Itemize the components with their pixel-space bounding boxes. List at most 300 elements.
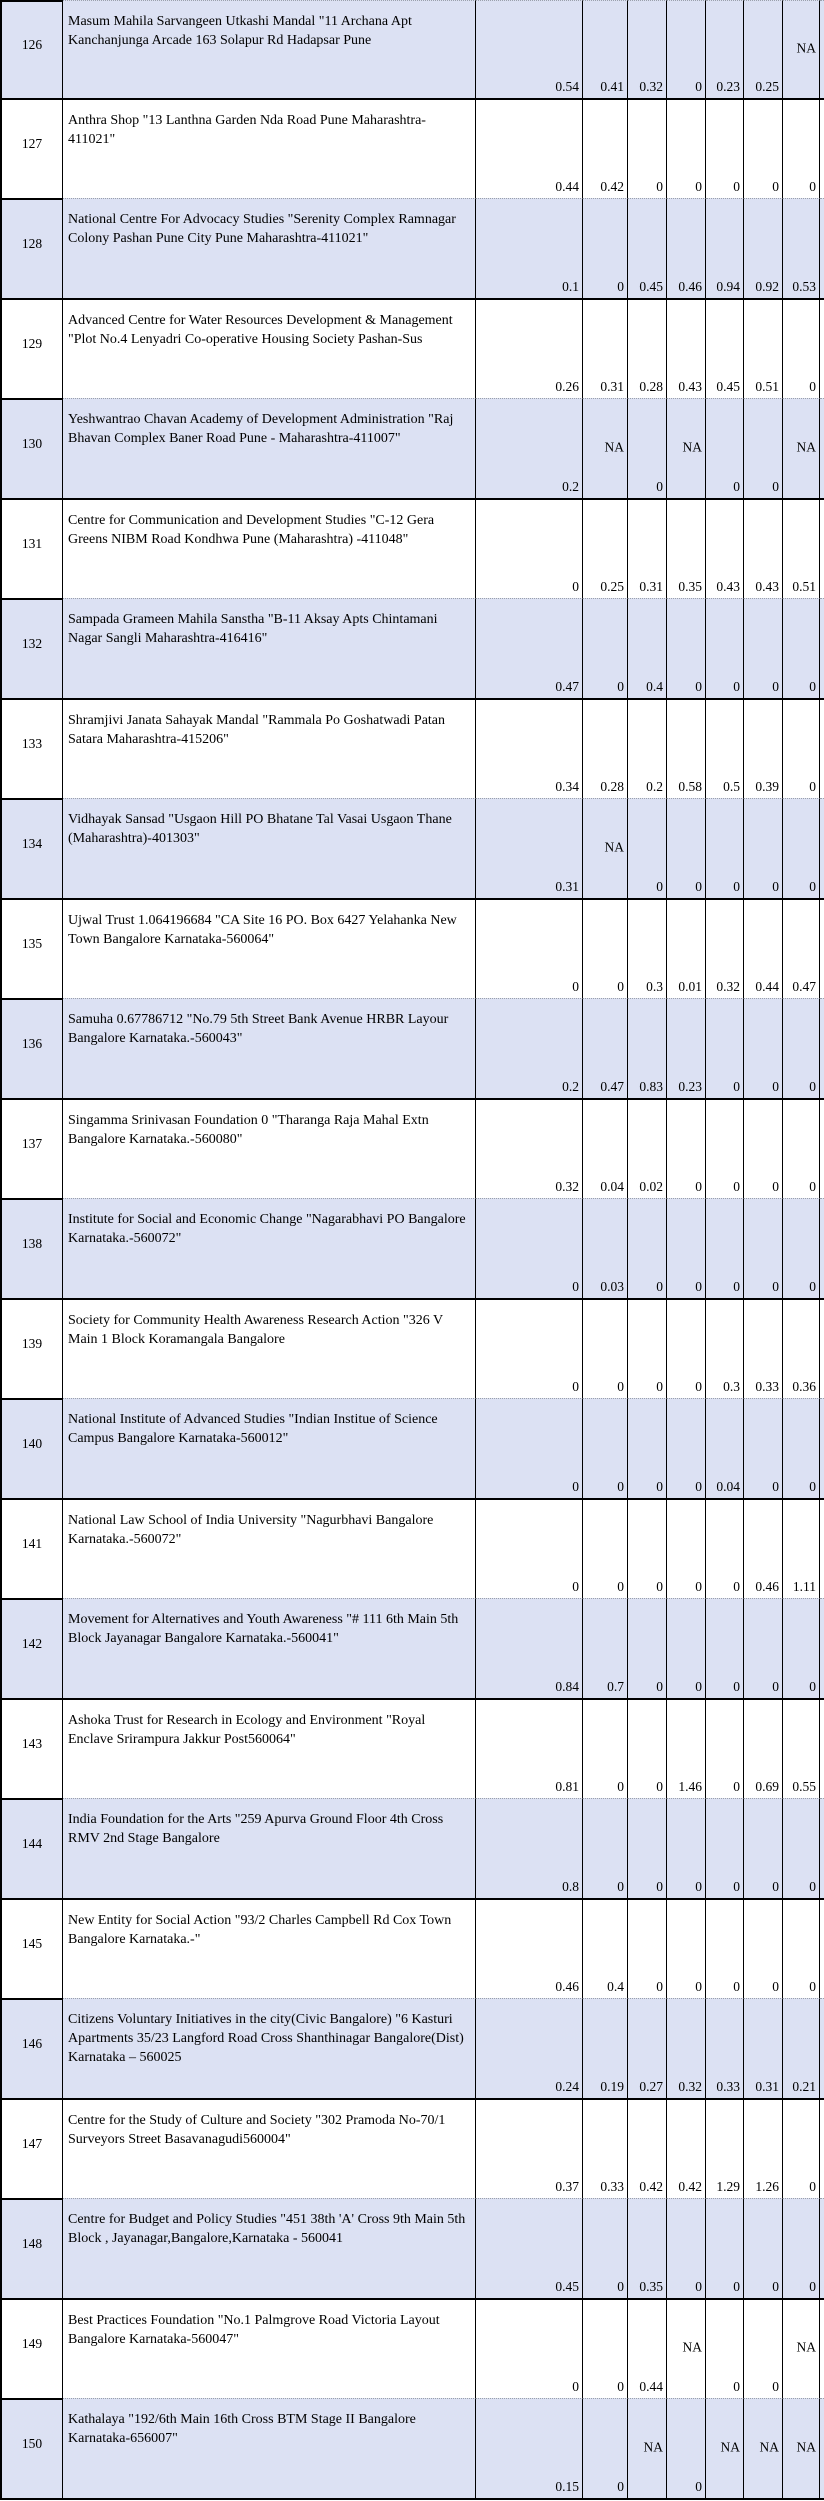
value-cell[interactable] — [667, 798, 706, 898]
value-cell[interactable] — [706, 2098, 744, 2198]
cell-value-na: NA — [759, 2439, 779, 2455]
cell-value: 0.42 — [639, 2179, 663, 2194]
value-cell[interactable] — [744, 198, 783, 298]
value-cell[interactable] — [783, 298, 820, 398]
cell-value: 0.35 — [678, 579, 702, 594]
org-name-cell[interactable] — [63, 2398, 476, 2498]
org-name-text: Kathalaya "192/6th Main 16th Cross BTM Stage II Bangalore Karnataka-656007" — [68, 2412, 416, 2446]
value-cell[interactable] — [476, 498, 583, 598]
org-name-cell[interactable] — [63, 2198, 476, 2298]
value-cell[interactable] — [706, 1098, 744, 1198]
value-cell[interactable] — [667, 1498, 706, 1598]
value-cell[interactable] — [706, 698, 744, 798]
value-cell[interactable] — [476, 1098, 583, 1198]
value-cell[interactable] — [783, 1598, 820, 1698]
cell-value-na: NA — [796, 439, 816, 455]
cell-value: 0 — [695, 679, 702, 694]
row-number-cell[interactable] — [2, 2198, 63, 2298]
value-cell[interactable] — [583, 798, 628, 898]
value-cell[interactable] — [476, 2298, 583, 2398]
cell-value: 0 — [695, 2479, 702, 2494]
value-cell[interactable] — [667, 1798, 706, 1898]
value-cell[interactable] — [628, 2398, 667, 2498]
value-cell[interactable] — [667, 2198, 706, 2298]
cell-value: 0 — [695, 879, 702, 894]
value-cell[interactable] — [783, 198, 820, 298]
row-number-cell[interactable] — [2, 1798, 63, 1898]
value-cell[interactable] — [667, 1698, 706, 1798]
cell-value: 0.02 — [639, 1179, 663, 1194]
org-name-cell[interactable] — [63, 898, 476, 998]
value-cell[interactable] — [628, 598, 667, 698]
org-name-cell[interactable] — [63, 2098, 476, 2198]
cell-value: 0.28 — [639, 379, 663, 394]
value-cell[interactable] — [476, 698, 583, 798]
value-cell[interactable] — [706, 398, 744, 498]
org-name-cell[interactable] — [63, 198, 476, 298]
value-cell[interactable] — [744, 898, 783, 998]
value-cell[interactable] — [476, 0, 583, 98]
value-cell[interactable] — [628, 2298, 667, 2398]
row-right-sliver — [820, 2198, 824, 2298]
value-cell[interactable] — [476, 998, 583, 1098]
value-cell[interactable] — [583, 998, 628, 1098]
value-cell[interactable] — [706, 2298, 744, 2398]
cell-value: 0 — [733, 1879, 740, 1894]
value-cell[interactable] — [667, 1398, 706, 1498]
value-cell[interactable] — [628, 1698, 667, 1798]
cell-value: 0 — [772, 1679, 779, 1694]
row-number-cell[interactable] — [2, 598, 63, 698]
value-cell[interactable] — [744, 98, 783, 198]
row-number-cell[interactable] — [2, 498, 63, 598]
row-right-sliver — [820, 298, 824, 398]
row-number-label: 139 — [21, 1336, 43, 1351]
value-cell[interactable] — [628, 498, 667, 598]
value-cell[interactable] — [744, 1198, 783, 1298]
value-cell[interactable] — [706, 298, 744, 398]
cell-value-na: NA — [682, 439, 702, 455]
row-number-cell[interactable] — [2, 898, 63, 998]
org-name-cell[interactable] — [63, 698, 476, 798]
value-cell[interactable] — [476, 1998, 583, 2098]
value-cell[interactable] — [476, 398, 583, 498]
org-name-cell[interactable] — [63, 1898, 476, 1998]
value-cell[interactable] — [783, 498, 820, 598]
row-number-label: 147 — [21, 2136, 43, 2151]
value-cell[interactable] — [783, 898, 820, 998]
value-cell[interactable] — [744, 2198, 783, 2298]
cell-value: 0.53 — [792, 279, 816, 294]
org-name-cell[interactable] — [63, 398, 476, 498]
row-number-label: 135 — [21, 936, 43, 951]
value-cell[interactable] — [744, 598, 783, 698]
row-number-cell[interactable] — [2, 1998, 63, 2098]
cell-value: 0 — [733, 179, 740, 194]
value-cell[interactable] — [744, 798, 783, 898]
row-number-cell[interactable] — [2, 0, 63, 98]
value-cell[interactable] — [628, 98, 667, 198]
row-number-cell[interactable] — [2, 198, 63, 298]
value-cell[interactable] — [476, 1898, 583, 1998]
value-cell[interactable] — [583, 1098, 628, 1198]
value-cell[interactable] — [583, 1798, 628, 1898]
value-cell[interactable] — [706, 98, 744, 198]
value-cell[interactable] — [706, 0, 744, 98]
value-cell[interactable] — [706, 1198, 744, 1298]
cell-value: 0.23 — [678, 1079, 702, 1094]
value-cell[interactable] — [667, 1598, 706, 1698]
row-number-cell[interactable] — [2, 298, 63, 398]
value-cell[interactable] — [744, 1898, 783, 1998]
value-cell[interactable] — [476, 1398, 583, 1498]
cell-value: 0 — [733, 1279, 740, 1294]
value-cell[interactable] — [628, 0, 667, 98]
value-cell[interactable] — [476, 2398, 583, 2498]
value-cell[interactable] — [706, 1698, 744, 1798]
org-name-text: Masum Mahila Sarvangeen Utkashi Mandal "11 Archana Apt Kanchanjunga Arcade 163 Solapur Rd Hadapsar Pune — [68, 14, 412, 48]
value-cell[interactable] — [667, 98, 706, 198]
row-number-cell[interactable] — [2, 1898, 63, 1998]
org-name-text: Centre for Communication and Development Studies "C-12 Gera Greens NIBM Road Kondhwa Pune (Maharashtra) -411048" — [68, 513, 435, 547]
value-cell[interactable] — [706, 898, 744, 998]
value-cell[interactable] — [706, 998, 744, 1098]
cell-value: 0 — [656, 1779, 663, 1794]
value-cell[interactable] — [744, 0, 783, 98]
value-cell[interactable] — [583, 98, 628, 198]
value-cell[interactable] — [783, 2098, 820, 2198]
value-cell[interactable] — [706, 1798, 744, 1898]
value-cell[interactable] — [583, 1898, 628, 1998]
value-cell[interactable] — [744, 998, 783, 1098]
cell-value-na: NA — [796, 40, 816, 56]
value-cell[interactable] — [583, 1198, 628, 1298]
cell-value: 0 — [733, 1179, 740, 1194]
value-cell[interactable] — [476, 598, 583, 698]
value-cell[interactable] — [667, 498, 706, 598]
cell-value: 0.19 — [600, 2079, 624, 2094]
value-cell[interactable] — [744, 1398, 783, 1498]
row-number-cell[interactable] — [2, 1098, 63, 1198]
cell-value: 0.58 — [678, 779, 702, 794]
value-cell[interactable] — [583, 298, 628, 398]
row-number-cell[interactable] — [2, 2298, 63, 2398]
cell-value: 0.43 — [716, 579, 740, 594]
table-row — [2, 798, 824, 898]
value-cell[interactable] — [476, 98, 583, 198]
row-number-label: 129 — [21, 336, 43, 351]
value-cell[interactable] — [583, 898, 628, 998]
value-cell[interactable] — [628, 1398, 667, 1498]
cell-value: 0 — [617, 1479, 624, 1494]
value-cell[interactable] — [583, 1998, 628, 2098]
value-cell[interactable] — [667, 0, 706, 98]
table-row — [2, 498, 824, 598]
cell-value: 1.11 — [792, 1579, 816, 1594]
cell-value: 0 — [617, 1779, 624, 1794]
org-name-cell[interactable] — [63, 1998, 476, 2098]
org-name-text: Ujwal Trust 1.064196684 "CA Site 16 PO. Box 6427 Yelahanka New Town Bangalore Karnataka-560064" — [68, 913, 457, 947]
value-cell[interactable] — [628, 2198, 667, 2298]
value-cell[interactable] — [783, 98, 820, 198]
value-cell[interactable] — [628, 298, 667, 398]
cell-value: 0.44 — [555, 179, 579, 194]
value-cell[interactable] — [476, 2198, 583, 2298]
row-right-sliver — [820, 1198, 824, 1298]
cell-value: 0.27 — [639, 2079, 663, 2094]
org-name-cell[interactable] — [63, 1498, 476, 1598]
row-number-cell[interactable] — [2, 1298, 63, 1398]
row-number-cell[interactable] — [2, 2098, 63, 2198]
value-cell[interactable] — [628, 1198, 667, 1298]
value-cell[interactable] — [628, 398, 667, 498]
row-right-sliver — [820, 998, 824, 1098]
cell-value: 0.04 — [716, 1479, 740, 1494]
cell-value: 0.24 — [555, 2079, 579, 2094]
value-cell[interactable] — [744, 398, 783, 498]
value-cell[interactable] — [783, 1698, 820, 1798]
value-cell[interactable] — [706, 2398, 744, 2498]
value-cell[interactable] — [583, 2298, 628, 2398]
cell-value: 0 — [617, 1879, 624, 1894]
row-number-cell[interactable] — [2, 1698, 63, 1798]
org-name-cell[interactable] — [63, 1698, 476, 1798]
value-cell[interactable] — [628, 1298, 667, 1398]
value-cell[interactable] — [706, 1298, 744, 1398]
value-cell[interactable] — [744, 1498, 783, 1598]
org-name-cell[interactable] — [63, 1798, 476, 1898]
org-name-cell[interactable] — [63, 2298, 476, 2398]
row-number-cell[interactable] — [2, 998, 63, 1098]
row-right-sliver — [820, 1298, 824, 1398]
value-cell[interactable] — [744, 2298, 783, 2398]
value-cell[interactable] — [744, 2098, 783, 2198]
value-cell[interactable] — [783, 998, 820, 1098]
org-name-text: Samuha 0.67786712 "No.79 5th Street Bank Avenue HRBR Layour Bangalore Karnataka.-560043" — [68, 1012, 449, 1046]
org-name-text: India Foundation for the Arts "259 Apurva Ground Floor 4th Cross RMV 2nd Stage Bangalore — [68, 1812, 444, 1846]
value-cell[interactable] — [628, 2098, 667, 2198]
table-row — [2, 1998, 824, 2098]
org-name-cell[interactable] — [63, 0, 476, 98]
row-right-sliver — [820, 2398, 824, 2498]
value-cell[interactable] — [744, 1098, 783, 1198]
value-cell[interactable] — [667, 1098, 706, 1198]
value-cell[interactable] — [583, 598, 628, 698]
value-cell[interactable] — [667, 2098, 706, 2198]
org-name-text: National Institute of Advanced Studies "Indian Institue of Science Campus Bangalore Karnataka-560012" — [68, 1412, 438, 1446]
cell-value: 0 — [772, 1979, 779, 1994]
row-number-cell[interactable] — [2, 98, 63, 198]
value-cell[interactable] — [706, 798, 744, 898]
value-cell[interactable] — [476, 798, 583, 898]
cell-value: 0 — [656, 1479, 663, 1494]
org-name-cell[interactable] — [63, 598, 476, 698]
org-name-cell[interactable] — [63, 498, 476, 598]
value-cell[interactable] — [583, 498, 628, 598]
value-cell[interactable] — [583, 0, 628, 98]
value-cell[interactable] — [744, 298, 783, 398]
value-cell[interactable] — [476, 1298, 583, 1398]
value-cell[interactable] — [583, 1598, 628, 1698]
cell-value: 0 — [617, 1579, 624, 1594]
table-row — [2, 1698, 824, 1798]
row-right-sliver — [820, 1098, 824, 1198]
value-cell[interactable] — [783, 398, 820, 498]
value-cell[interactable] — [783, 698, 820, 798]
value-cell[interactable] — [706, 1498, 744, 1598]
org-name-cell[interactable] — [63, 1598, 476, 1698]
row-number-cell[interactable] — [2, 698, 63, 798]
table-row — [2, 898, 824, 998]
row-number-cell[interactable] — [2, 1198, 63, 1298]
value-cell[interactable] — [628, 1098, 667, 1198]
value-cell[interactable] — [667, 198, 706, 298]
value-cell[interactable] — [476, 1798, 583, 1898]
value-cell[interactable] — [476, 1698, 583, 1798]
value-cell[interactable] — [783, 1098, 820, 1198]
value-cell[interactable] — [783, 0, 820, 98]
value-cell[interactable] — [667, 1998, 706, 2098]
value-cell[interactable] — [476, 1198, 583, 1298]
org-name-cell[interactable] — [63, 1198, 476, 1298]
value-cell[interactable] — [667, 298, 706, 398]
value-cell[interactable] — [583, 698, 628, 798]
value-cell[interactable] — [783, 1298, 820, 1398]
value-cell[interactable] — [583, 1498, 628, 1598]
cell-value: 0 — [695, 1479, 702, 1494]
cell-value: 0.1 — [562, 279, 579, 294]
value-cell[interactable] — [476, 1498, 583, 1598]
row-right-sliver — [820, 398, 824, 498]
value-cell[interactable] — [476, 298, 583, 398]
org-name-cell[interactable] — [63, 298, 476, 398]
row-number-cell[interactable] — [2, 1398, 63, 1498]
value-cell[interactable] — [783, 2398, 820, 2498]
row-number-cell[interactable] — [2, 1598, 63, 1698]
value-cell[interactable] — [628, 1498, 667, 1598]
table-row — [2, 1298, 824, 1398]
value-cell[interactable] — [706, 2198, 744, 2298]
value-cell[interactable] — [667, 2398, 706, 2498]
org-name-cell[interactable] — [63, 1098, 476, 1198]
value-cell[interactable] — [667, 398, 706, 498]
value-cell[interactable] — [744, 1298, 783, 1398]
value-cell[interactable] — [667, 598, 706, 698]
value-cell[interactable] — [706, 198, 744, 298]
cell-value: 0.01 — [678, 979, 702, 994]
cell-value: 0.47 — [792, 979, 816, 994]
row-right-sliver — [820, 0, 824, 98]
value-cell[interactable] — [744, 698, 783, 798]
value-cell[interactable] — [783, 1198, 820, 1298]
value-cell[interactable] — [783, 2298, 820, 2398]
value-cell[interactable] — [783, 598, 820, 698]
value-cell[interactable] — [667, 1298, 706, 1398]
value-cell[interactable] — [583, 1698, 628, 1798]
cell-value: 0.25 — [755, 79, 779, 94]
cell-value: 0 — [809, 1079, 816, 1094]
value-cell[interactable] — [667, 998, 706, 1098]
value-cell[interactable] — [583, 1398, 628, 1498]
row-right-sliver — [820, 1898, 824, 1998]
org-name-cell[interactable] — [63, 798, 476, 898]
value-cell[interactable] — [706, 1398, 744, 1498]
value-cell[interactable] — [744, 2398, 783, 2498]
value-cell[interactable] — [783, 798, 820, 898]
value-cell[interactable] — [706, 1998, 744, 2098]
value-cell[interactable] — [583, 2098, 628, 2198]
org-name-cell[interactable] — [63, 1298, 476, 1398]
value-cell[interactable] — [744, 1598, 783, 1698]
value-cell[interactable] — [628, 1898, 667, 1998]
value-cell[interactable] — [476, 198, 583, 298]
value-cell[interactable] — [706, 1598, 744, 1698]
value-cell[interactable] — [476, 1598, 583, 1698]
row-number-cell[interactable] — [2, 1498, 63, 1598]
value-cell[interactable] — [744, 1798, 783, 1898]
cell-value: 0.81 — [555, 1779, 579, 1794]
org-name-cell[interactable] — [63, 1398, 476, 1498]
value-cell[interactable] — [667, 698, 706, 798]
value-cell[interactable] — [783, 1998, 820, 2098]
value-cell[interactable] — [783, 1798, 820, 1898]
cell-value: 0 — [733, 1979, 740, 1994]
value-cell[interactable] — [706, 498, 744, 598]
value-cell[interactable] — [667, 1198, 706, 1298]
value-cell[interactable] — [628, 898, 667, 998]
value-cell[interactable] — [628, 998, 667, 1098]
value-cell[interactable] — [628, 798, 667, 898]
value-cell[interactable] — [667, 2298, 706, 2398]
row-number-cell[interactable] — [2, 2398, 63, 2498]
value-cell[interactable] — [744, 1698, 783, 1798]
value-cell[interactable] — [628, 1998, 667, 2098]
value-cell[interactable] — [706, 598, 744, 698]
org-name-text: Yeshwantrao Chavan Academy of Development Administration "Raj Bhavan Complex Baner Road Pune - Maharashtra-411007" — [68, 412, 454, 446]
org-name-text: Singamma Srinivasan Foundation 0 "Tharanga Raja Mahal Extn Bangalore Karnataka.-560080" — [68, 1113, 429, 1147]
cell-value: 0 — [695, 179, 702, 194]
value-cell[interactable] — [583, 198, 628, 298]
value-cell[interactable] — [667, 1898, 706, 1998]
value-cell[interactable] — [783, 2198, 820, 2298]
value-cell[interactable] — [628, 1598, 667, 1698]
value-cell[interactable] — [476, 898, 583, 998]
value-cell[interactable] — [476, 2098, 583, 2198]
org-name-cell[interactable] — [63, 998, 476, 1098]
value-cell[interactable] — [628, 198, 667, 298]
value-cell[interactable] — [628, 1798, 667, 1898]
value-cell[interactable] — [583, 2198, 628, 2298]
row-right-sliver — [820, 198, 824, 298]
row-number-cell[interactable] — [2, 398, 63, 498]
value-cell[interactable] — [744, 1998, 783, 2098]
value-cell[interactable] — [706, 1898, 744, 1998]
value-cell[interactable] — [583, 398, 628, 498]
value-cell[interactable] — [744, 498, 783, 598]
value-cell[interactable] — [783, 1498, 820, 1598]
cell-value: 0 — [733, 679, 740, 694]
cell-value: 0.26 — [555, 379, 579, 394]
value-cell[interactable] — [783, 1898, 820, 1998]
value-cell[interactable] — [628, 698, 667, 798]
value-cell[interactable] — [667, 898, 706, 998]
org-name-cell[interactable] — [63, 98, 476, 198]
table-row — [2, 598, 824, 698]
value-cell[interactable] — [583, 1298, 628, 1398]
row-number-cell[interactable] — [2, 798, 63, 898]
value-cell[interactable] — [783, 1398, 820, 1498]
value-cell[interactable] — [583, 2398, 628, 2498]
